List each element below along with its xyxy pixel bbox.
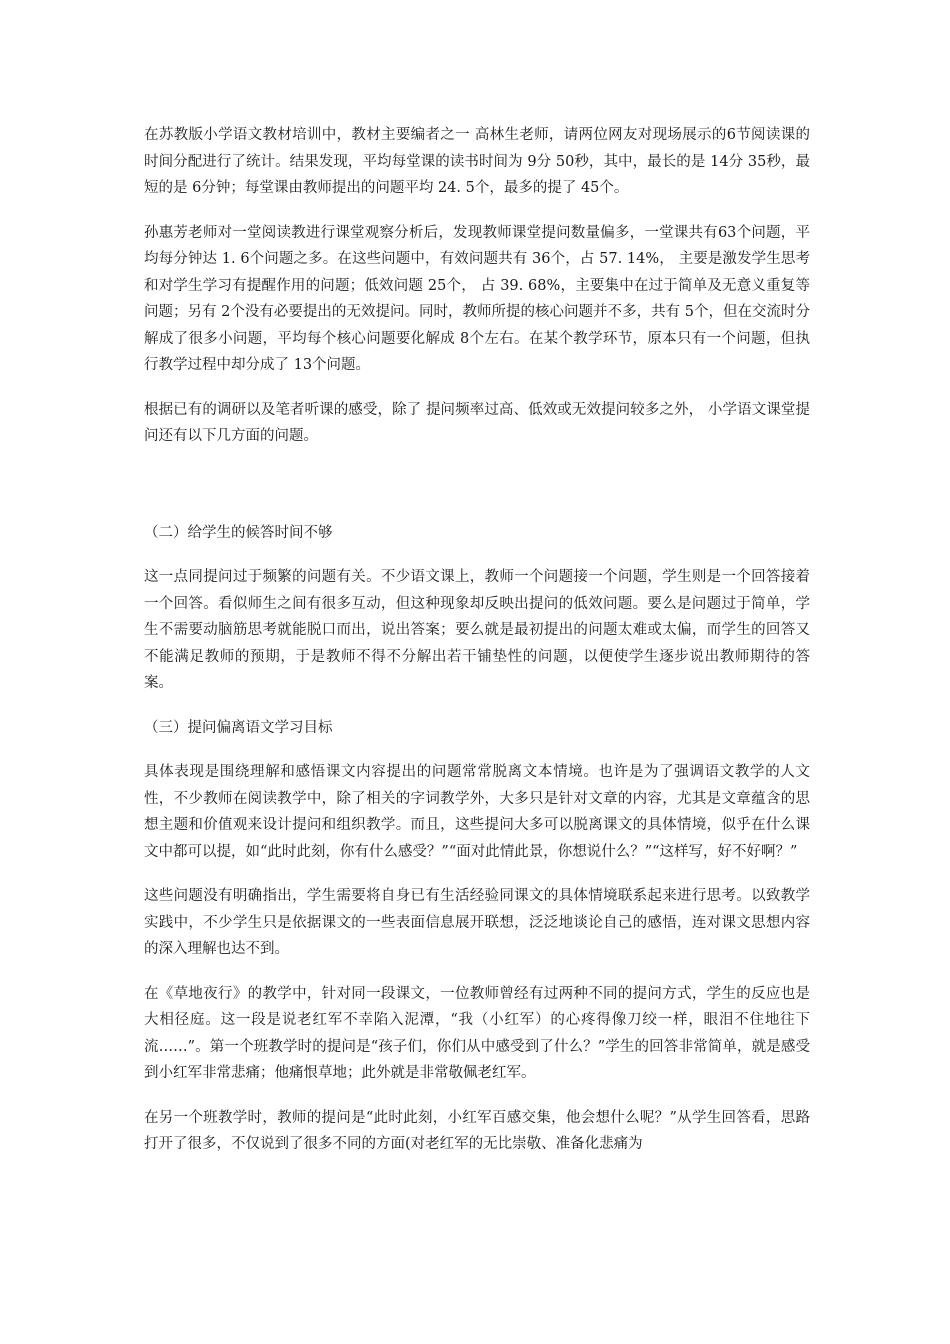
section-gap [144, 468, 810, 520]
section-3-heading: （三）提问偏离语文学习目标 [144, 719, 333, 736]
section-2-heading: （二）给学生的候答时间不够 [144, 524, 333, 541]
intro-paragraph-3: 根据已有的调研以及笔者听课的感受，除了 提问频率过高、低效或无效提问较多之外， 小学语文课堂提问还有以下几方面的问题。 [144, 401, 810, 444]
section-2-paragraph-1: 这一点同提问过于频繁的问题有关。不少语文课上，教师一个问题接一个问题，学生则是一个回答接着一个回答。看似师生之间有很多互动，但这种现象却反映出提问的低效问题。要么是问题过于简单，学生不需要动脑筋思考就能脱口而出，说出答案；要么就是最初提出的问题太难或太偏，而学生的回答又不能满足教师的预期，于是教师不得不分解出若干铺垫性的问题，以便使学生逐步说出教师期待的答案。 [144, 569, 810, 691]
section-3-paragraph-2: 这些问题没有明确指出，学生需要将自身已有生活经验同课文的具体情境联系起来进行思考。以致教学实践中，不少学生只是依据课文的一些表面信息展开联想，泛泛地谈论自己的感悟，连对课文思想内容的深入理解也达不到。 [144, 888, 810, 957]
document-body [144, 122, 810, 1176]
intro-paragraph-1: 在苏教版小学语文教材培训中，教材主要编者之一 高林生老师，请两位网友对现场展示的6节阅读课的时间分配进行了统计。结果发现，平均每堂课的读书时间为 9分 50秒，其中，最长的是 14分 35秒，最短的是 6分钟；每堂课由教师提出的问题平均 24. 5个，最多的提了 45个。 [144, 127, 810, 196]
section-3-paragraph-4: 在另一个班教学时，教师的提问是“此时此刻，小红军百感交集，他会想什么呢？”从学生回答看，思路打开了很多，不仅说到了很多不同的方面(对老红军的无比崇敬、准备化悲痛为 [144, 1109, 810, 1152]
section-3-paragraph-1: 具体表现是围绕理解和感悟课文内容提出的问题常常脱离文本情境。也许是为了强调语文教学的人文性，不少教师在阅读教学中，除了相关的字词教学外，大多只是针对文章的内容，尤其是文章蕴含的思想主题和价值观来设计提问和组织教学。而且，这些提问大多可以脱离课文的具体情境，似乎在什么课文中都可以提，如“此时此刻，你有什么感受？”“面对此情此景，你想说什么？”“这样写，好不好啊？” [144, 764, 810, 860]
section-3-paragraph-3: 在《草地夜行》的教学中，针对同一段课文，一位教师曾经有过两种不同的提问方式，学生的反应也是大相径庭。这一段是说老红军不幸陷入泥潭，“我（小红军）的心疼得像刀绞一样，眼泪不住地往下流……”。第一个班教学时的提问是“孩子们，你们从中感受到了什么？”学生的回答非常简单，就是感受到小红军非常悲痛；他痛恨草地；此外就是非常敬佩老红军。 [144, 985, 810, 1081]
intro-paragraph-2: 孙惠芳老师对一堂阅读教进行课堂观察分析后，发现教师课堂提问数量偏多，一堂课共有63个问题，平均每分钟达 1. 6个问题之多。在这些问题中，有效问题共有 36个，占 57. 14%， 主要是激发学生思考和对学生学习有提醒作用的问题；低效问题 25个， 占 39. 68%，主要集中在过于简单及无意义重复等问题；另有 2个没有必要提出的无效提问。同时，教师所提的核心问题并不多，共有 5个，但在交流时分解成了很多小问题，平均每个核心问题要化解成 8个左右。在某个教学环节，原本只有一个问题，但执行教学过程中却分成了 13个问题。 [144, 224, 810, 373]
